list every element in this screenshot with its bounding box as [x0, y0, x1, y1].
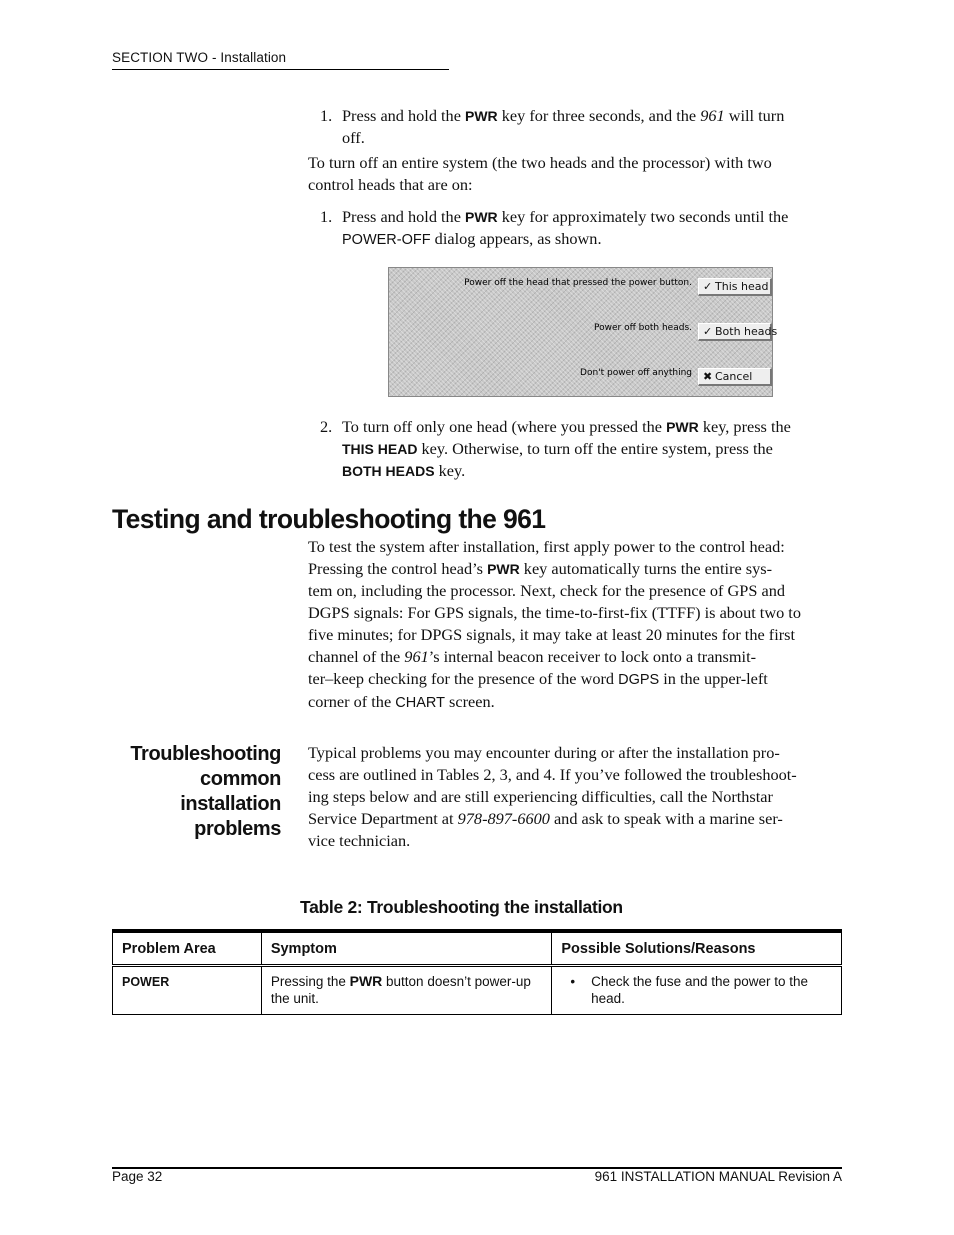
symptom-cell: Pressing the PWR button doesn’t power-up the unit. — [261, 966, 552, 1015]
both-heads-button: ✓ Both heads — [698, 323, 772, 341]
header-rule — [112, 69, 449, 70]
intro-two-heads: To turn off an entire system (the two heads and the processor) with two control heads that are on: — [308, 153, 772, 194]
troubleshooting-paragraph: Typical problems you may encounter during or after the installation pro- cess are outlined in Tables 2, 3, and 4. If you’ve followed the troubleshoot- ing steps below and are still experiencing difficulties, call the Northstar Service Department at 978-897-6600 and ask to speak with a marine ser- vice technician. — [308, 743, 797, 850]
step-text: To turn off only one head (where you pressed the PWR key, press the THIS HEAD key. Otherwise, to turn off the entire system, press the BOTH HEADS key. — [342, 417, 791, 480]
this-head-button: ✓ This head — [698, 278, 772, 296]
footer-manual-title: 961 INSTALLATION MANUAL Revision A — [594, 1169, 842, 1184]
solution-cell — [552, 966, 842, 1015]
column-header: Symptom — [261, 931, 552, 966]
page-number: Page 32 — [112, 1169, 163, 1184]
step-text: Press and hold the PWR key for approximately two seconds until the POWER-OFF dialog appears, as shown. — [342, 207, 789, 248]
x-icon: ✖ — [703, 370, 713, 383]
column-header: Problem Area — [113, 931, 262, 966]
step-number: 1. — [320, 106, 333, 125]
cancel-button: ✖ Cancel — [698, 368, 772, 386]
step-text: Press and hold the PWR key for three seconds, and the 961 will turn off. — [342, 106, 785, 147]
subsection-heading: Troubleshooting common installation problems — [130, 743, 281, 840]
section-title: Testing and troubleshooting the 961 — [112, 504, 546, 534]
step-number: 2. — [320, 417, 333, 436]
running-header: SECTION TWO - Installation — [112, 50, 287, 65]
dialog-row-label: Power off the head that pressed the power button. — [464, 278, 692, 288]
dialog-row-label: Don't power off anything — [580, 368, 692, 378]
check-icon: ✓ — [703, 325, 713, 338]
column-header: Possible Solutions/Reasons — [552, 931, 842, 966]
table-header-row — [113, 931, 842, 966]
problem-area-cell: POWER — [113, 966, 262, 1015]
list-item: • Check the fuse and the power to the head. — [561, 973, 832, 1007]
troubleshooting-table — [112, 929, 842, 1015]
table-row — [113, 966, 842, 1015]
power-off-dialog-image — [388, 267, 778, 397]
step-number: 1. — [320, 207, 333, 226]
check-icon: ✓ — [703, 280, 713, 293]
testing-paragraph: To test the system after installation, first apply power to the control head: Pressing the control head’s PWR key automatically turns the entire sys- tem on, including the processor. Next, check for the presence of GPS and DGPS signals: For GPS signals, the time-to-first-fix (TTFF) is about two to five minutes; for DPGS signals, it may take at least 20 minutes for the first channel of the 961’s internal beacon receiver to lock onto a transmit- ter–keep checking for the presence of the word DGPS in the upper-left corner of the CHART screen. — [308, 537, 801, 711]
bullet-icon: • — [570, 974, 576, 989]
table-caption: Table 2: Troubleshooting the installation — [300, 897, 623, 917]
dialog-row-label: Power off both heads. — [594, 323, 692, 333]
